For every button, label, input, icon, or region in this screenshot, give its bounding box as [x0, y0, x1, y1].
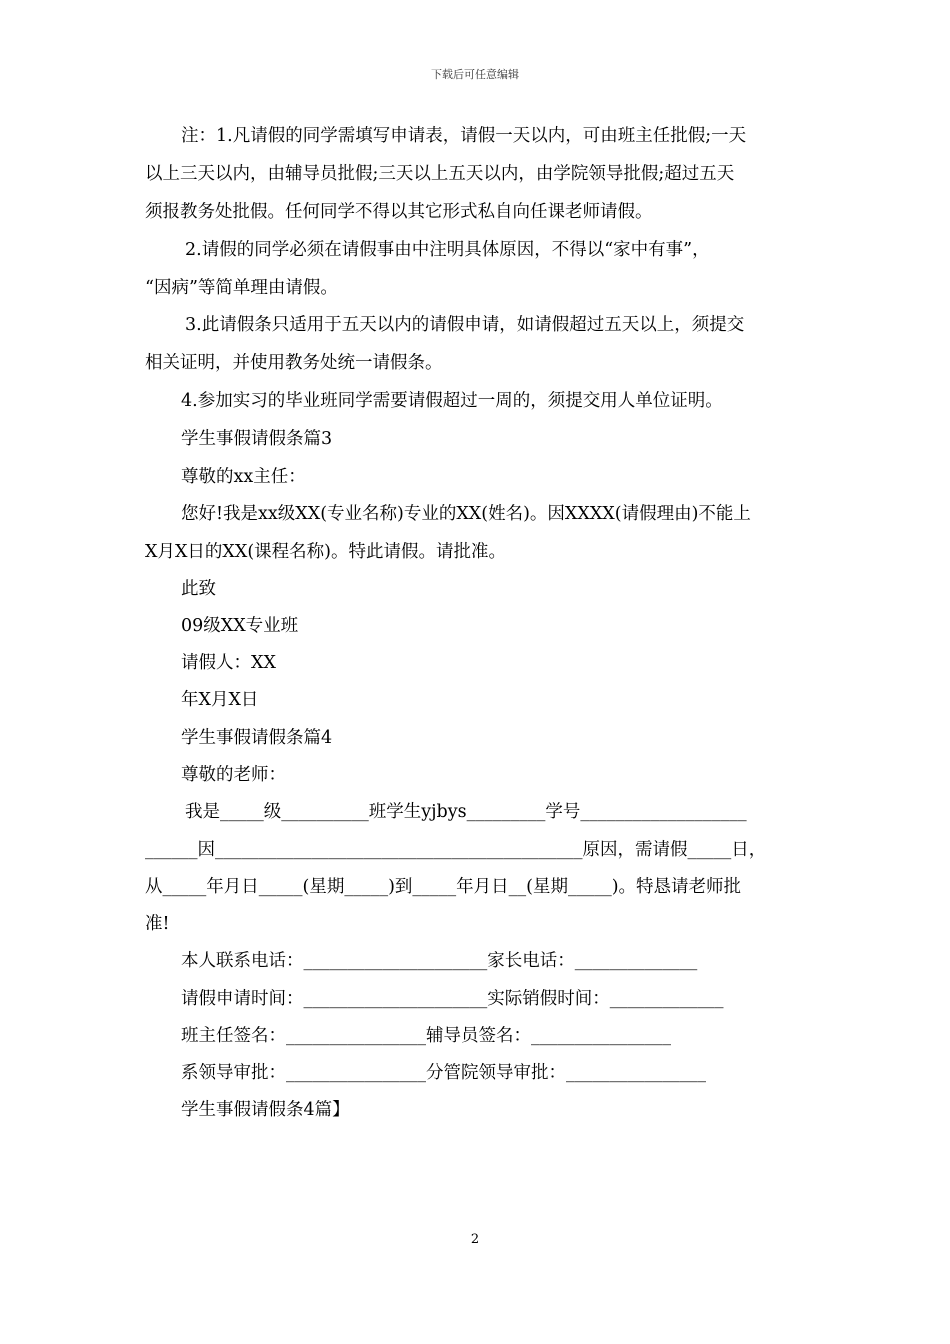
note-4-line-1: 4.参加实习的毕业班同学需要请假超过一周的，须提交用人单位证明。: [181, 391, 723, 411]
note-3-line-1: 3.此请假条只适用于五天以内的请假申请，如请假超过五天以上，须提交: [185, 315, 745, 335]
approval-fields: 系领导审批：________________分管院领导审批：________________: [181, 1063, 706, 1083]
signature-fields: 班主任签名：________________辅导员签名：________________: [181, 1026, 671, 1046]
salutation-3: 尊敬的xx主任：: [181, 467, 306, 487]
closing-ci-zhi: 此致: [181, 579, 216, 599]
body-3-line-1: 您好!我是xx级XX(专业名称)专业的XX(姓名)。因XXXX(请假理由)不能上: [181, 504, 751, 524]
salutation-4: 尊敬的老师：: [181, 765, 286, 785]
note-1-line-1: 注：1.凡请假的同学需填写申请表，请假一天以内，可由班主任批假;一天: [181, 126, 747, 146]
note-2-line-2: “因病”等简单理由请假。: [145, 278, 338, 298]
time-fields: 请假申请时间：_____________________实际销假时间：_____________: [181, 989, 724, 1009]
phone-fields: 本人联系电话：_____________________家长电话：______________: [181, 951, 698, 971]
section-footer-title: 学生事假请假条4篇】: [181, 1100, 350, 1120]
body-3-line-2: X月X日的XX(课程名称)。特此请假。请批准。: [145, 542, 506, 562]
page-number: 2: [470, 1232, 480, 1247]
form-line-3: 从_____年月日_____(星期_____)到_____年月日__(星期_____)。特恳请老师批: [145, 877, 742, 897]
form-line-1: 我是_____级__________班学生yjbys_________学号___________________: [185, 802, 747, 822]
note-1-line-2: 以上三天以内，由辅导员批假;三天以上五天以内，由学院领导批假;超过五天: [145, 164, 735, 184]
note-1-line-3: 须报教务处批假。任何同学不得以其它形式私自向任课老师请假。: [145, 202, 653, 222]
class-name: 09级XX专业班: [181, 616, 299, 636]
note-3-line-2: 相关证明，并使用教务处统一请假条。: [145, 353, 443, 373]
date-line: 年X月X日: [181, 690, 259, 710]
form-line-4: 准!: [145, 914, 170, 934]
form-line-2: ______因__________________________________________原因，需请假_____日，: [145, 840, 767, 860]
section-title-4: 学生事假请假条篇4: [181, 728, 333, 748]
note-2-line-1: 2.请假的同学必须在请假事由中注明具体原因，不得以“家中有事”，: [185, 240, 710, 260]
section-title-3: 学生事假请假条篇3: [181, 429, 333, 449]
applicant: 请假人：XX: [181, 653, 276, 673]
page-header-note: 下载后可任意编辑: [431, 68, 519, 81]
